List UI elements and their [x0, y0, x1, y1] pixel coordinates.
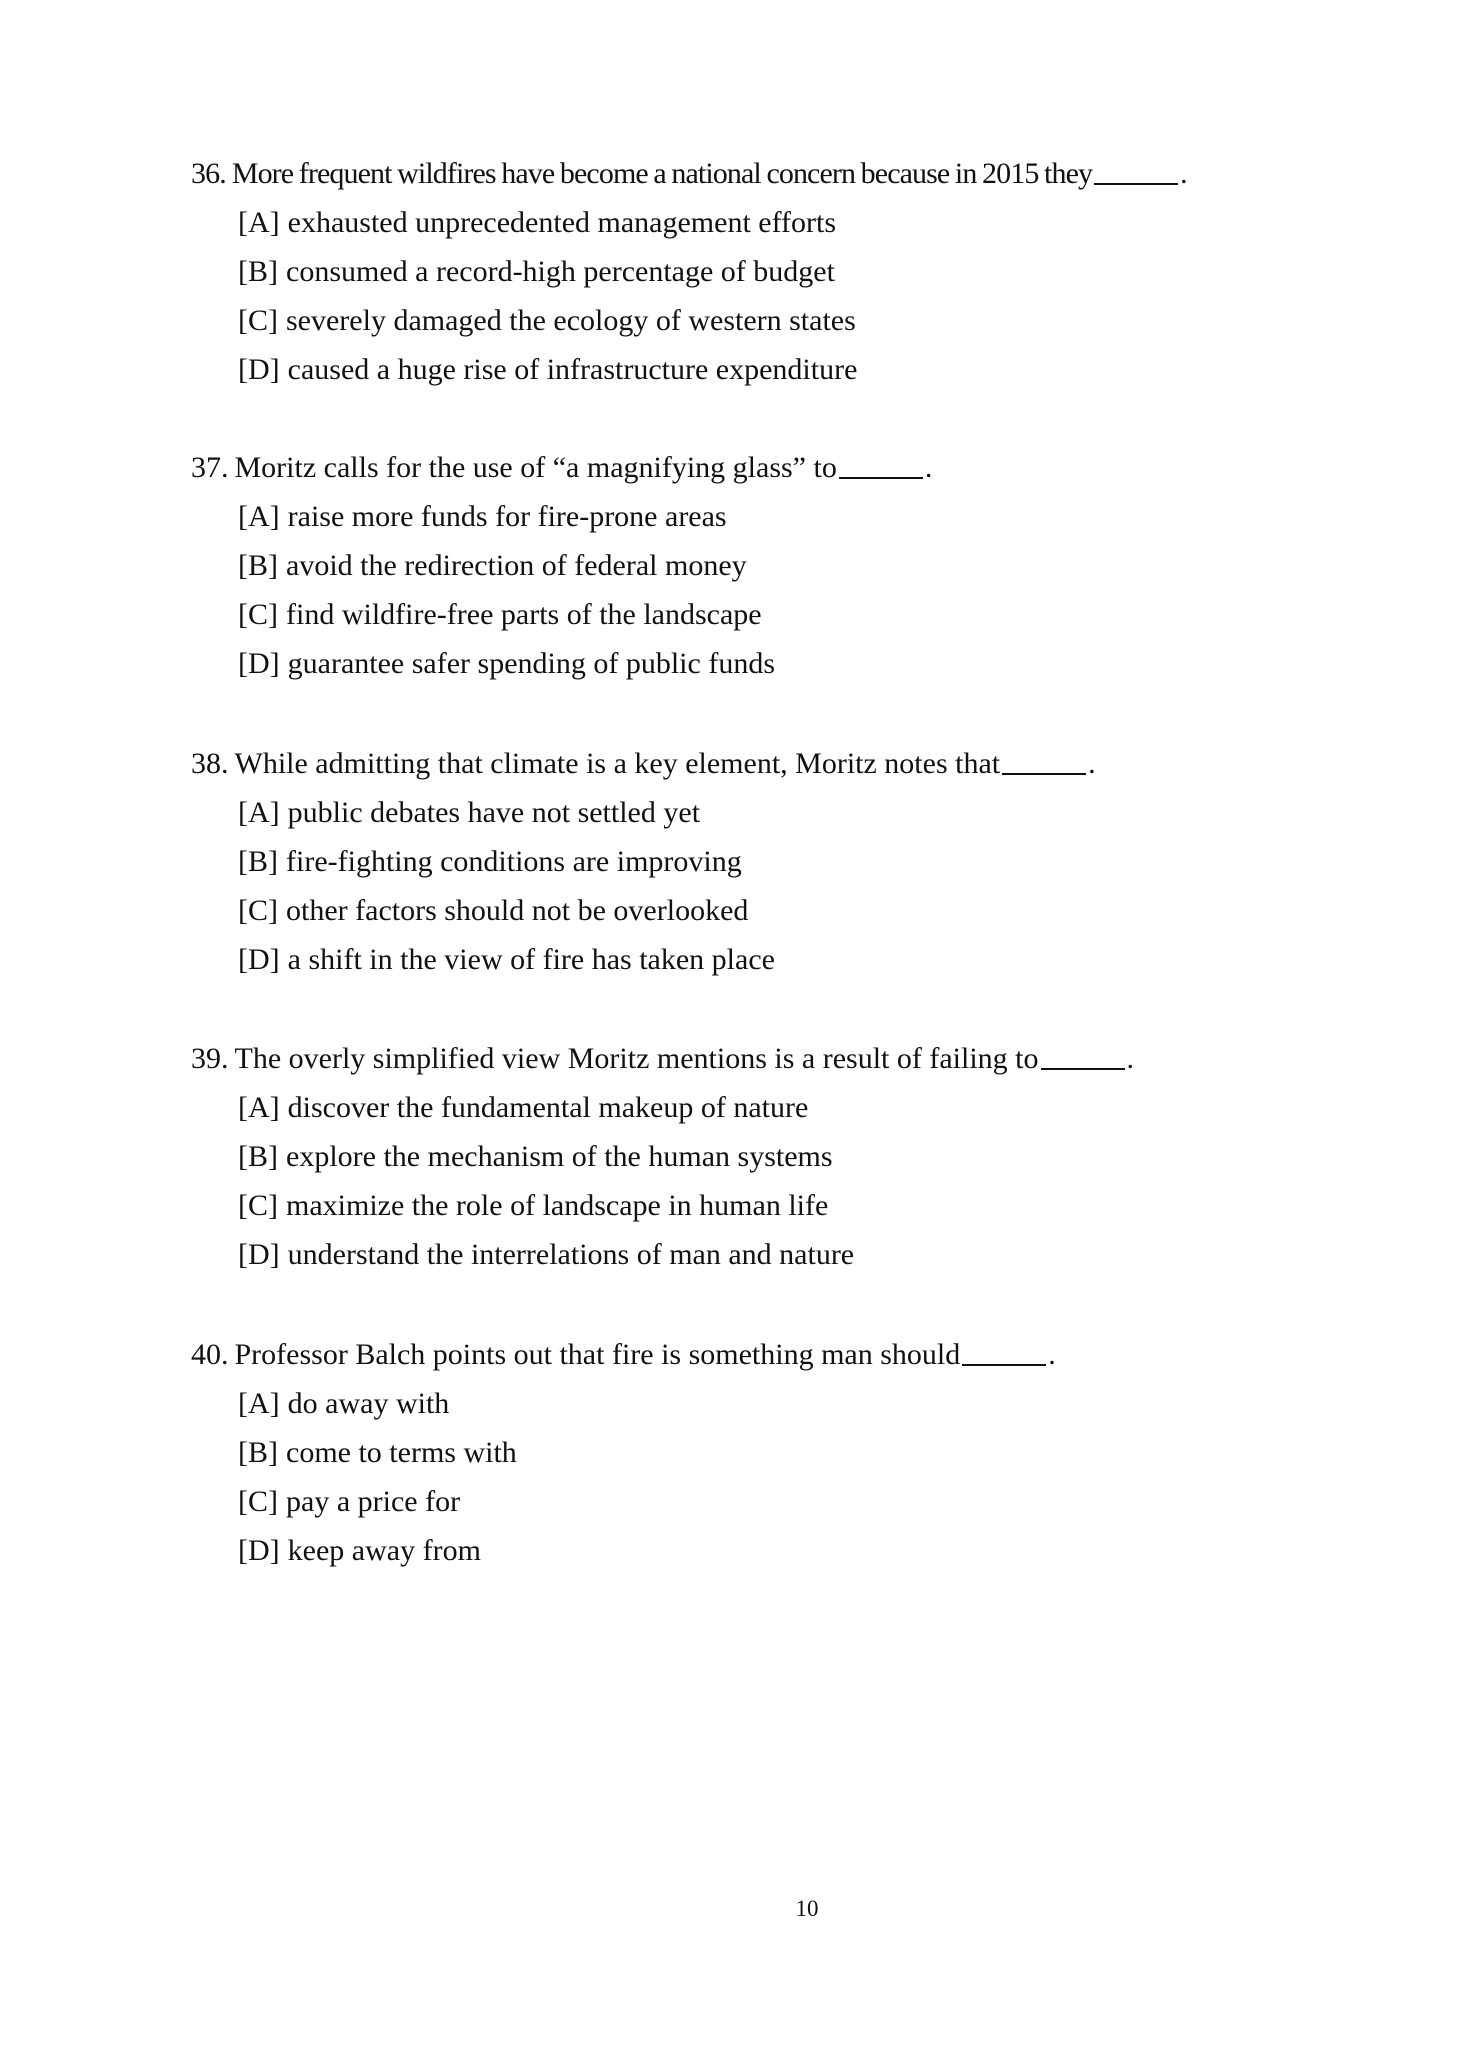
option-text: public debates have not settled yet: [287, 796, 701, 829]
option-text: consumed a record-high percentage of budget: [286, 255, 835, 288]
option-text: a shift in the view of fire has taken place: [287, 943, 775, 976]
option-c: [238, 1484, 460, 1520]
option-d: [238, 646, 775, 682]
answer-blank: [1041, 1068, 1125, 1070]
option-a: [238, 795, 700, 831]
option-letter: [B]: [238, 1140, 278, 1173]
option-letter: [B]: [238, 549, 278, 582]
answer-blank: [1002, 773, 1086, 775]
question-text: The overly simplified view Moritz mentions is a result of failing to: [234, 1042, 1039, 1075]
option-letter: [A]: [238, 796, 280, 829]
option-b: [238, 844, 742, 880]
option-text: understand the interrelations of man and nature: [287, 1238, 855, 1271]
option-text: find wildfire-free parts of the landscape: [286, 598, 762, 631]
option-text: pay a price for: [286, 1485, 461, 1518]
option-letter: [A]: [238, 500, 280, 533]
option-letter: [C]: [238, 1189, 278, 1222]
option-text: avoid the redirection of federal money: [286, 549, 747, 582]
option-letter: [A]: [238, 1387, 280, 1420]
option-letter: [B]: [238, 1436, 278, 1469]
question-number: 38.: [191, 747, 229, 780]
option-text: severely damaged the ecology of western states: [286, 304, 856, 337]
answer-blank: [839, 477, 923, 479]
option-letter: [D]: [238, 353, 280, 386]
stem-end: .: [1180, 157, 1187, 190]
option-letter: [C]: [238, 598, 278, 631]
stem-end: .: [924, 451, 933, 484]
option-a: [238, 205, 836, 241]
question-stem: [191, 450, 932, 486]
answer-blank: [1094, 183, 1178, 185]
option-d: [238, 942, 775, 978]
stem-end: .: [1088, 747, 1096, 780]
option-text: maximize the role of landscape in human life: [286, 1189, 829, 1222]
option-a: [238, 1386, 449, 1422]
page-number: 10: [795, 1896, 819, 1921]
option-a: [238, 499, 727, 535]
option-d: [238, 1237, 854, 1273]
question-number: 40.: [191, 1338, 229, 1371]
option-text: do away with: [287, 1387, 450, 1420]
option-letter: [D]: [238, 943, 280, 976]
option-letter: [C]: [238, 1485, 278, 1518]
option-b: [238, 548, 747, 584]
option-a: [238, 1090, 808, 1126]
question-stem: [191, 156, 1187, 192]
question-text: While admitting that climate is a key element, Moritz notes that: [234, 747, 1001, 780]
answer-blank: [962, 1364, 1046, 1366]
question-stem: [191, 1041, 1134, 1077]
option-letter: [D]: [238, 1238, 280, 1271]
option-text: fire-fighting conditions are improving: [286, 845, 742, 878]
option-letter: [D]: [238, 647, 280, 680]
option-c: [238, 597, 762, 633]
option-text: guarantee safer spending of public funds: [287, 647, 775, 680]
option-text: caused a huge rise of infrastructure expenditure: [287, 353, 858, 386]
option-b: [238, 1139, 833, 1175]
option-c: [238, 893, 748, 929]
option-text: raise more funds for fire-prone areas: [287, 500, 727, 533]
option-text: keep away from: [287, 1534, 481, 1567]
option-text: explore the mechanism of the human systems: [286, 1140, 833, 1173]
option-letter: [C]: [238, 894, 278, 927]
question-text: More frequent wildfires have become a national concern because in 2015 they: [231, 157, 1093, 190]
option-letter: [A]: [238, 206, 280, 239]
question-text: Professor Balch points out that fire is something man should: [234, 1338, 961, 1371]
option-d: [238, 352, 857, 388]
question-number: 37.: [191, 451, 229, 484]
question-stem: [191, 746, 1096, 782]
option-text: other factors should not be overlooked: [286, 894, 749, 927]
stem-end: .: [1048, 1338, 1056, 1371]
question-stem: [191, 1337, 1056, 1373]
option-letter: [B]: [238, 845, 278, 878]
question-text: Moritz calls for the use of “a magnifying glass” to: [234, 451, 837, 484]
option-text: exhausted unprecedented management efforts: [287, 206, 837, 239]
option-d: [238, 1533, 481, 1569]
option-b: [238, 1435, 517, 1471]
option-text: come to terms with: [286, 1436, 517, 1469]
option-letter: [B]: [238, 255, 278, 288]
option-letter: [A]: [238, 1091, 280, 1124]
question-number: 39.: [191, 1042, 229, 1075]
option-letter: [C]: [238, 304, 278, 337]
option-text: discover the fundamental makeup of nature: [287, 1091, 809, 1124]
option-letter: [D]: [238, 1534, 280, 1567]
option-c: [238, 1188, 828, 1224]
option-b: [238, 254, 835, 290]
question-number: 36.: [191, 157, 226, 190]
stem-end: .: [1126, 1042, 1135, 1075]
option-c: [238, 303, 856, 339]
